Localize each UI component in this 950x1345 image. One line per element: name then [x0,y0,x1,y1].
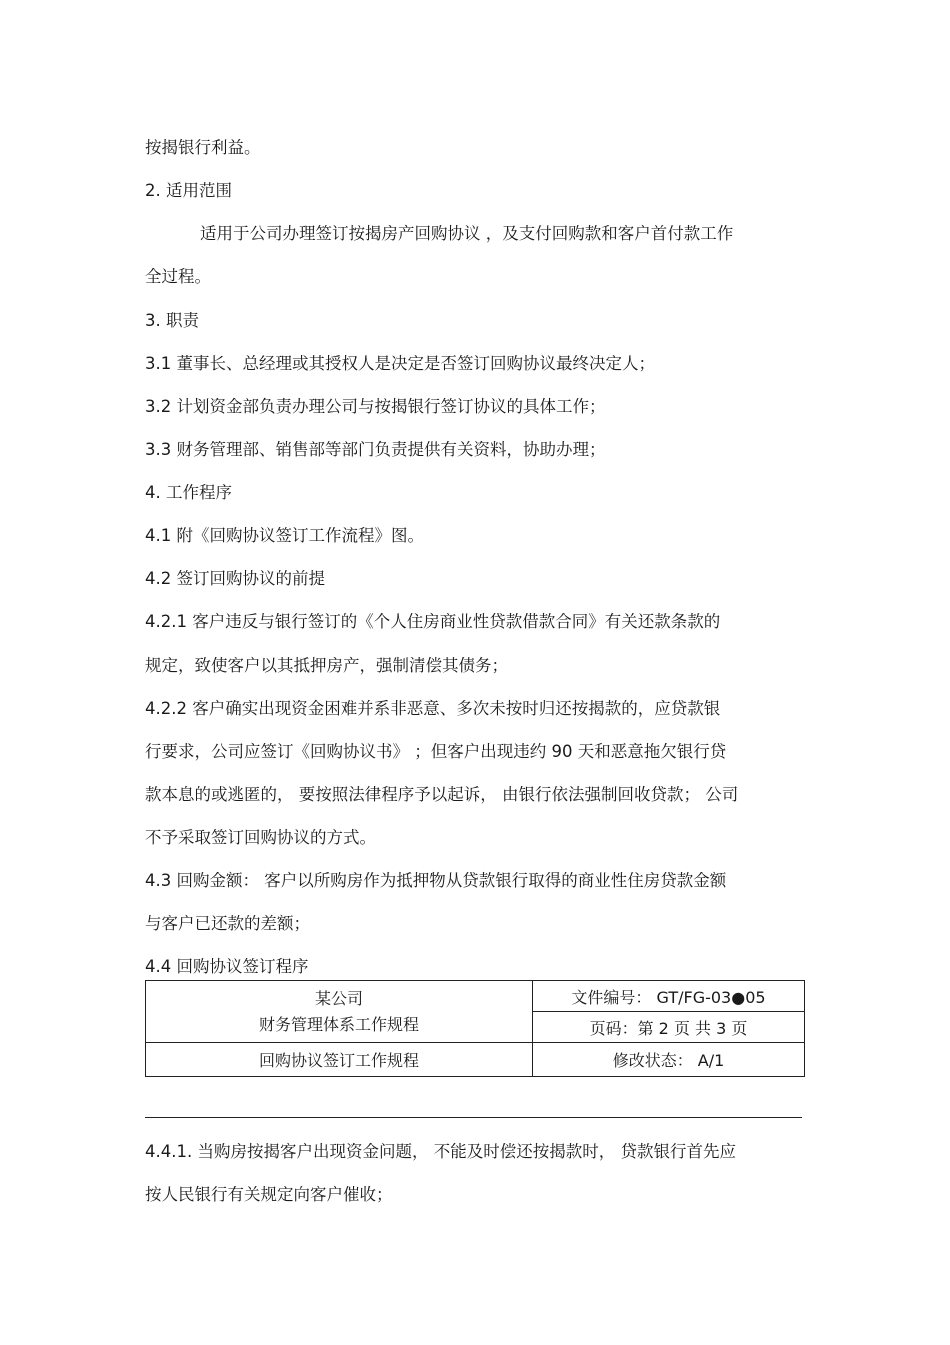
procedure-name-cell: 回购协议签订工作规程 [146,1043,533,1077]
header-divider [145,1117,802,1118]
body-line: 规定，致使客户以其抵押房产，强制清偿其债务； [145,656,508,675]
body-line: 4.2 签订回购协议的前提 [145,569,325,588]
section-heading: 4. 工作程序 [145,483,232,502]
system-name: 财务管理体系工作规程 [258,1014,419,1034]
body-line: 3.3 财务管理部、销售部等部门负责提供有关资料，协助办理； [145,440,606,459]
revision-cell: 修改状态： A/1 [533,1043,805,1077]
body-line: 适用于公司办理签订按揭房产回购协议 ，及支付回购款和客户首付款工作 [200,224,734,243]
body-line: 4.2.2 客户确实出现资金困难并系非恶意、多次未按时归还按揭款的，应贷款银 [145,699,721,718]
document-footer-table [145,980,805,1077]
company-name: 某公司 [314,988,363,1008]
body-line: 4.4 回购协议签订程序 [145,957,309,976]
company-cell [146,981,533,1043]
body-line: 不予采取签订回购协议的方式。 [145,828,376,847]
body-line: 全过程。 [145,267,211,286]
page-info-cell: 页码：第 2 页 共 3 页 [533,1012,805,1043]
body-line: 3.2 计划资金部负责办理公司与按揭银行签订协议的具体工作； [145,397,606,416]
body-line: 行要求，公司应签订《回购协议书》 ；但客户出现违约 90 天和恶意拖欠银行贷 [145,742,727,761]
body-line: 与客户已还款的差额； [145,914,310,933]
body-line: 4.1 附《回购协议签订工作流程》图。 [145,526,424,545]
body-line: 按人民银行有关规定向客户催收； [145,1185,393,1204]
body-line: 4.4.1. 当购房按揭客户出现资金问题， 不能及时偿还按揭款时， 贷款银行首先应 [145,1142,736,1161]
body-line: 4.2.1 客户违反与银行签订的《个人住房商业性贷款借款合同》有关还款条款的 [145,612,721,631]
body-line: 款本息的或逃匿的， 要按照法律程序予以起诉， 由银行依法强制回收贷款； 公司 [145,785,739,804]
body-line: 按揭银行利益。 [145,138,261,157]
body-line: 4.3 回购金额： 客户以所购房作为抵押物从贷款银行取得的商业性住房贷款金额 [145,871,727,890]
section-heading: 2. 适用范围 [145,181,232,200]
section-heading: 3. 职责 [145,311,199,330]
doc-number-cell: 文件编号： GT/FG-03●05 [533,981,805,1012]
body-line: 3.1 董事长、总经理或其授权人是决定是否签订回购协议最终决定人； [145,354,655,373]
